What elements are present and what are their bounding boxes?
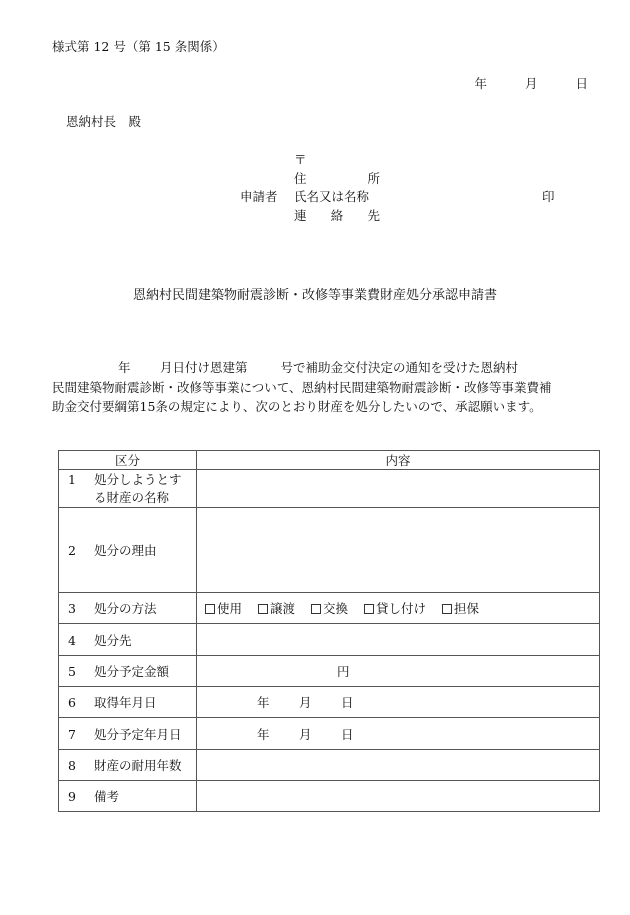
table-row xyxy=(59,656,600,687)
date-year-label: 年 xyxy=(474,76,487,91)
postal-mark: 〒 xyxy=(294,152,307,168)
option-transfer[interactable]: 譲渡 xyxy=(258,599,295,617)
contact-row xyxy=(240,206,555,225)
body-text xyxy=(52,358,582,417)
header-category: 区分 xyxy=(59,451,197,470)
header-content: 内容 xyxy=(197,451,600,470)
name-row xyxy=(240,187,555,206)
row-label: 1 処分しようとす る財産の名称 xyxy=(59,470,197,508)
checkbox-icon[interactable] xyxy=(364,604,374,614)
option-use[interactable]: 使用 xyxy=(205,599,242,617)
table-row xyxy=(59,508,600,593)
option-exchange[interactable]: 交換 xyxy=(311,599,348,617)
row-label: 4 処分先 xyxy=(59,624,197,656)
address-label: 住 所 xyxy=(294,170,380,186)
applicant-role: 申請者 xyxy=(240,189,278,205)
row-label: 3 処分の方法 xyxy=(59,593,197,624)
date-month-label: 月 xyxy=(524,76,538,91)
remarks-field[interactable] xyxy=(197,781,600,812)
table-row xyxy=(59,750,600,781)
option-lease[interactable]: 貸し付け xyxy=(364,599,426,617)
row-label: 8 財産の耐用年数 xyxy=(59,750,197,781)
document-title: 恩納村民間建築物耐震診断・改修等事業費財産処分承認申請書 xyxy=(132,288,497,303)
table-row xyxy=(59,593,600,624)
disposal-items-table xyxy=(58,450,600,812)
disposal-destination-field[interactable] xyxy=(197,624,600,656)
table-row xyxy=(59,624,600,656)
row-label: 2 処分の理由 xyxy=(59,508,197,593)
date-day-label: 日 xyxy=(575,76,588,91)
contact-label: 連 絡 先 xyxy=(294,207,380,223)
checkbox-icon[interactable] xyxy=(258,604,268,614)
disposal-method-options xyxy=(197,593,600,624)
planned-disposal-date-field[interactable]: 年 月 日 xyxy=(197,718,600,750)
body-line-2: 民間建築物耐震診断・改修等事業について、恩納村民間建築物耐震診断・改修等事業費補 xyxy=(52,379,552,395)
table-row xyxy=(59,718,600,750)
address-row xyxy=(240,169,555,188)
body-line-3: 助金交付要綱第15条の規定により、次のとおり財産を処分したいので、承認願います。 xyxy=(52,399,542,414)
checkbox-icon[interactable] xyxy=(442,604,452,614)
checkbox-icon[interactable] xyxy=(311,604,321,614)
addressee: 恩納村長 殿 xyxy=(66,114,142,129)
useful-life-field[interactable] xyxy=(197,750,600,781)
row-label: 6 取得年月日 xyxy=(59,687,197,718)
checkbox-icon[interactable] xyxy=(205,604,215,614)
table-row xyxy=(59,687,600,718)
table-row xyxy=(59,781,600,812)
applicant-block xyxy=(240,150,555,224)
name-label: 氏名又は名称 xyxy=(294,189,370,205)
acquisition-date-field[interactable]: 年 月 日 xyxy=(197,687,600,718)
property-name-field[interactable] xyxy=(197,470,600,508)
seal-mark: 印 xyxy=(542,189,555,205)
postal-row xyxy=(240,150,555,169)
form-number: 様式第 12 号（第 15 条関係） xyxy=(52,39,225,54)
row-label: 5 処分予定金額 xyxy=(59,656,197,687)
body-line-1: 年 月日付け恩建第 号で補助金交付決定の通知を受けた恩納村 xyxy=(118,360,519,375)
disposal-amount-field[interactable]: 円 xyxy=(197,656,600,687)
row-label: 7 処分予定年月日 xyxy=(59,718,197,750)
row-label: 9 備考 xyxy=(59,781,197,812)
table-row xyxy=(59,470,600,508)
option-collateral[interactable]: 担保 xyxy=(442,599,479,617)
date-line xyxy=(440,74,588,92)
disposal-reason-field[interactable] xyxy=(197,508,600,593)
